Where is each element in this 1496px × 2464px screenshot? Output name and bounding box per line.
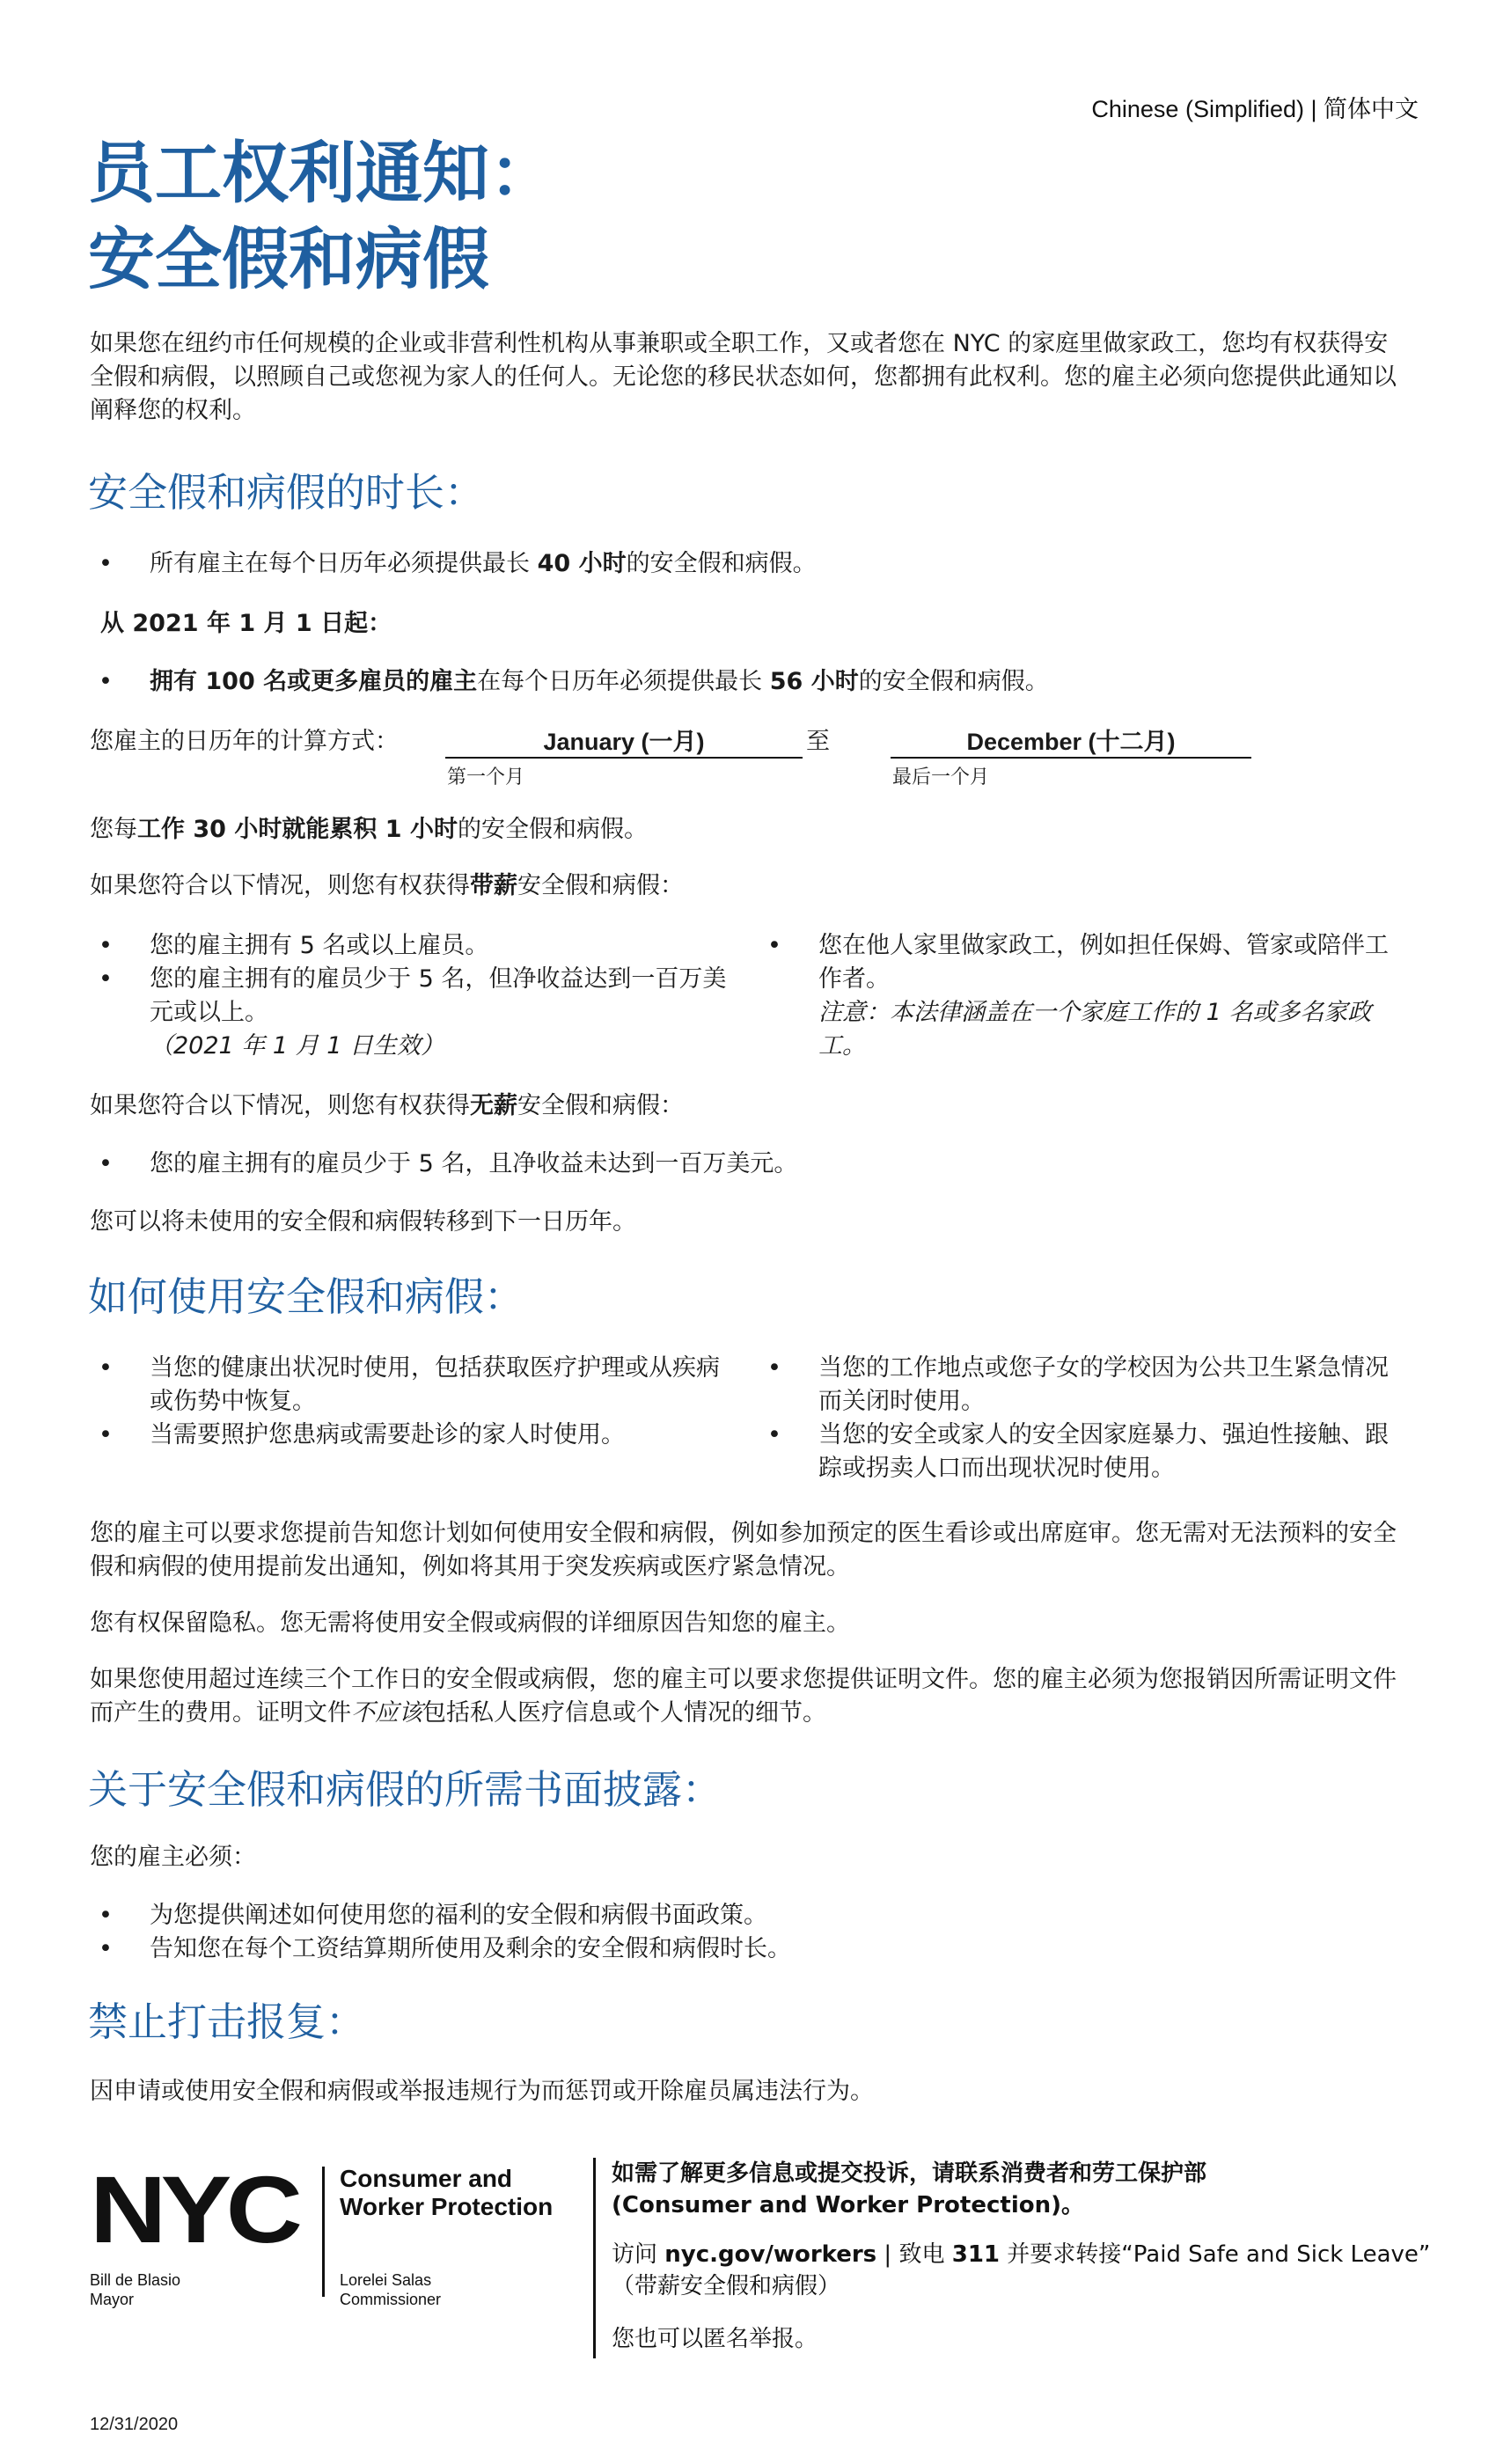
commissioner-title: Commissioner xyxy=(340,2291,442,2308)
paid-right-list xyxy=(759,929,1410,1063)
list-item: • 您的雇主拥有的雇员少于 5 名，但净收益达到一百万美元或以上。 （2021 年 1 月 1 日生效） xyxy=(90,963,732,1063)
from-date-label: 从 2021 年 1 月 1 日起： xyxy=(100,610,392,637)
list-item: • 当您的健康出状况时使用，包括获取医疗护理或从疾病或伤势中恢复。 xyxy=(90,1352,732,1419)
list-item: • 当您的安全或家人的安全因家庭暴力、强迫性接触、跟踪或拐卖人口而出现状况时使用。 xyxy=(759,1419,1410,1485)
agency-line-2: Worker Protection xyxy=(340,2193,554,2220)
commissioner-block xyxy=(340,2270,441,2309)
list-item: • 您在他人家里做家政工，例如担任保姆、管家或陪伴工作者。 注意：本法律涵盖在一个家庭工作的 1 名或多名家政工。 xyxy=(759,929,1410,1063)
first-month-value: January (一月) xyxy=(543,729,705,755)
first-month-underline xyxy=(445,757,803,759)
paid-leave-lead: 如果您符合以下情况，则您有权获得带薪安全假和病假： xyxy=(90,872,684,899)
first-month-caption: 第一个月 xyxy=(447,766,525,788)
visit-line-2: （带薪安全假和病假） xyxy=(612,2273,841,2299)
list-item: • 您的雇主拥有的雇员少于 5 名，且净收益未达到一百万美元。 xyxy=(90,1148,1366,1181)
contact-divider xyxy=(593,2158,596,2358)
list-item: • 您的雇主拥有 5 名或以上雇员。 xyxy=(90,929,732,963)
mayor-block xyxy=(90,2270,180,2309)
section-heading-retaliation: 禁止打击报复： xyxy=(88,1998,366,2045)
calendar-year-label: 您雇主的日历年的计算方式： xyxy=(90,728,399,755)
document-date: 12/31/2020 xyxy=(90,2415,179,2434)
documentation-text: 如果您使用超过连续三个工作日的安全假或病假，您的雇主可以要求您提供证明文件。您的雇主必须为您报销因所需证明文件而产生的费用。证明文件不应该包括私人医疗信息或个人情况的细节。 xyxy=(90,1666,1397,1727)
agency-line-1: Consumer and xyxy=(340,2165,513,2192)
last-month-caption: 最后一个月 xyxy=(892,766,990,788)
list-item: • 当您的工作地点或您子女的学校因为公共卫生紧急情况而关闭时使用。 xyxy=(759,1352,1410,1419)
page-title xyxy=(88,130,556,303)
last-month-value: December (十二月) xyxy=(966,729,1176,755)
unpaid-list xyxy=(90,1148,1366,1181)
nyc-logo-text: NYC xyxy=(90,2156,297,2262)
phone-311: 311 xyxy=(951,2241,1001,2268)
last-month-underline xyxy=(891,757,1251,759)
mayor-name: Bill de Blasio xyxy=(90,2271,181,2289)
mayor-title: Mayor xyxy=(90,2291,135,2308)
list-item: • 拥有 100 名或更多雇员的雇主在每个日历年必须提供最长 56 小时的安全假和病假。 xyxy=(90,665,1366,699)
title-line-1: 员工权利通知： xyxy=(88,134,556,212)
unpaid-leave-lead: 如果您符合以下情况，则您有权获得无薪安全假和病假： xyxy=(90,1092,684,1119)
accrual-text: 您每工作 30 小时就能累积 1 小时的安全假和病假。 xyxy=(90,816,648,843)
section-heading-usage: 如何使用安全假和病假： xyxy=(88,1273,524,1320)
privacy-text: 您有权保留隐私。您无需将使用安全假或病假的详细原因告知您的雇主。 xyxy=(90,1610,850,1637)
logo-divider xyxy=(322,2167,325,2297)
usage-right-list xyxy=(759,1352,1410,1485)
language-label: Chinese (Simplified) | 简体中文 xyxy=(1091,96,1419,122)
contact-visit: 访问 nyc.gov/workers | 致电 311 并要求转接“Paid Safe and Sick Leave” （带薪安全假和病假） xyxy=(612,2239,1430,2302)
to-label: 至 xyxy=(806,728,830,755)
agency-name xyxy=(340,2165,553,2221)
advance-notice-text: 您的雇主可以要求您提前告知您计划如何使用安全假和病假，例如参加预定的医生看诊或出席庭审。您无需对无法预料的安全假和病假的使用提前发出通知，例如将其用于突发疾病或医疗紧急情况。 xyxy=(90,1520,1397,1580)
paid-left-list xyxy=(90,929,732,1063)
workers-link[interactable]: nyc.gov/workers xyxy=(664,2241,877,2268)
title-line-2: 安全假和病假 xyxy=(88,220,489,298)
anonymous-report: 您也可以匿名举报。 xyxy=(612,2326,818,2352)
list-item: • 当需要照护您患病或需要赴诊的家人时使用。 xyxy=(90,1419,732,1452)
duration-bullet-list-2 xyxy=(90,665,1366,699)
list-item: • 为您提供阐述如何使用您的福利的安全假和病假书面政策。 xyxy=(90,1899,1366,1932)
duration-bullet-list xyxy=(90,547,1366,581)
contact-heading xyxy=(612,2158,1206,2221)
nyc-logo xyxy=(90,2156,297,2262)
contact-line-1: 如需了解更多信息或提交投诉，请联系消费者和劳工保护部 xyxy=(612,2160,1207,2187)
disclosure-lead: 您的雇主必须： xyxy=(90,1844,256,1871)
commissioner-name: Lorelei Salas xyxy=(340,2271,432,2289)
disclosure-list xyxy=(90,1899,1366,1966)
list-item: • 告知您在每个工资结算期所使用及剩余的安全假和病假时长。 xyxy=(90,1932,1366,1966)
carryover-text: 您可以将未使用的安全假和病假转移到下一日历年。 xyxy=(90,1208,636,1236)
intro-paragraph: 如果您在纽约市任何规模的企业或非营利性机构从事兼职或全职工作，又或者您在 NYC 的家庭里做家政工，您均有权获得安全假和病假，以照顾自己或您视为家人的任何人。无论您的移民状态如何，您都拥有此权利。您的雇主必须向您提供此通知以阐释您的权利。 xyxy=(90,330,1397,424)
section-heading-disclosure: 关于安全假和病假的所需书面披露： xyxy=(88,1766,722,1813)
list-item: • 所有雇主在每个日历年必须提供最长 40 小时的安全假和病假。 xyxy=(90,547,1366,581)
usage-left-list xyxy=(90,1352,732,1452)
contact-line-2: (Consumer and Worker Protection)。 xyxy=(612,2192,1084,2218)
section-heading-duration: 安全假和病假的时长： xyxy=(88,469,485,516)
retaliation-text: 因申请或使用安全假和病假或举报违规行为而惩罚或开除雇员属违法行为。 xyxy=(90,2078,874,2105)
